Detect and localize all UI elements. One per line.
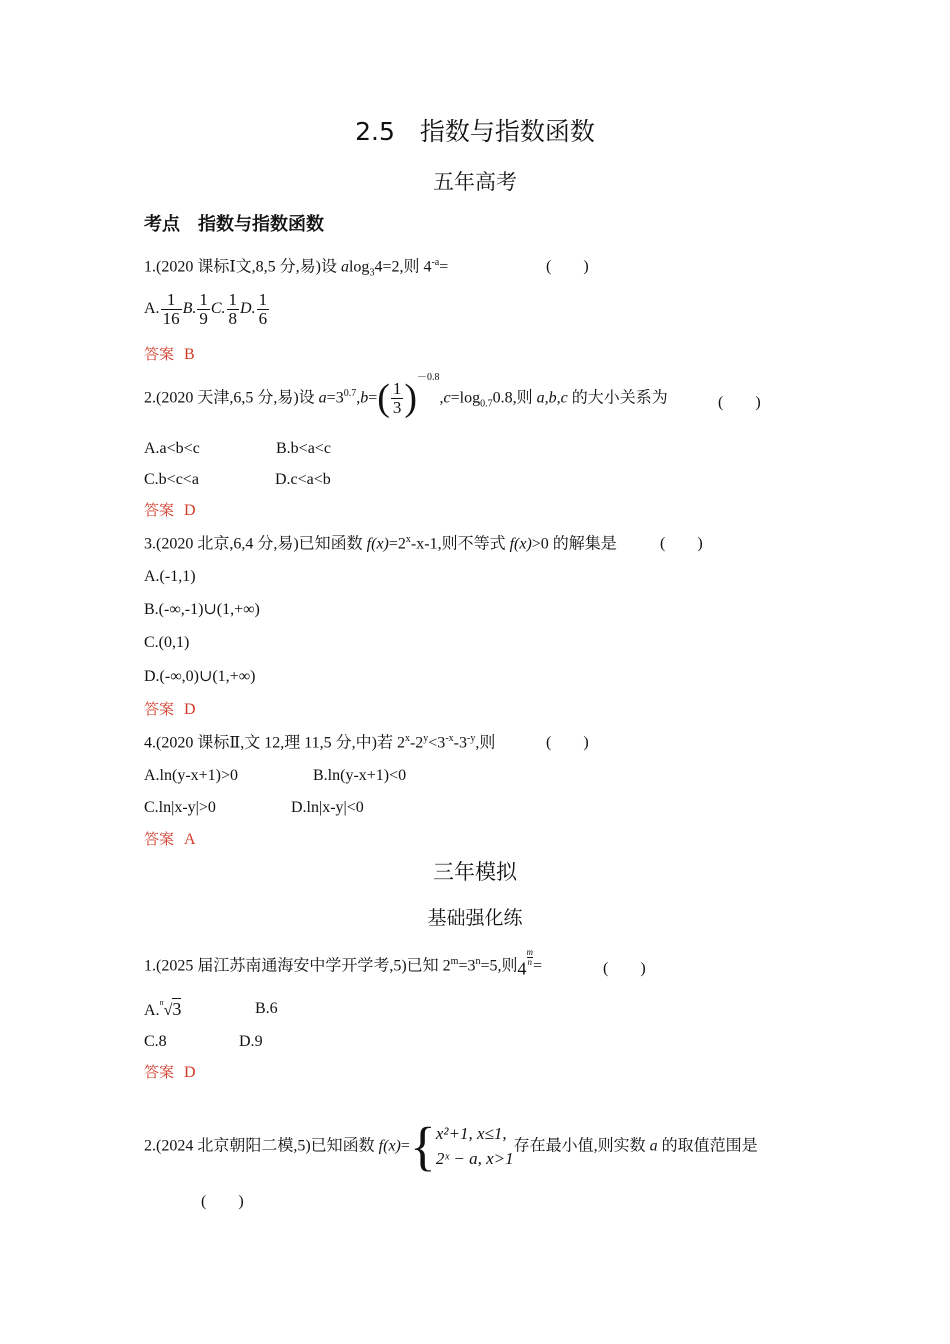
piecewise-definition: x²+1, x≤1, 2ˣ − a, x>1	[435, 1124, 514, 1168]
practice-question-1-stem: 1.(2025 届江苏南通海安中学开学考,5)已知 $2^m=3^n=5$,则4 $\frac{m}{n}$ =	[144, 947, 543, 979]
subsection-heading-basic: 基础强化练	[427, 907, 523, 929]
question-2-option-b: B.b<a<c	[276, 440, 331, 457]
question-4-answer-blank: ( )	[546, 734, 589, 751]
practice-question-1-answer: 答案 D	[144, 1063, 196, 1081]
question-3-answer: 答案 D	[144, 700, 196, 718]
topic-heading: 考点 指数与指数函数	[144, 214, 324, 235]
question-4-answer: 答案 A	[144, 830, 196, 848]
practice-question-1-option-a: A.$^n$√3	[144, 998, 182, 1019]
question-4-stem: 4.(2020 课标Ⅱ,文 12,理 11,5 分,中)若 $2^x-2^y<3^{-x}-3^{-y}$,则	[144, 733, 496, 752]
question-4-option-c: C.ln|x-y|>0	[144, 799, 216, 816]
question-2-stem: 2.(2020 天津,6,5 分,易)设 $a=3^{0.7},b=$( $\frac{1}{3}$ )$-0.8,c=\log_{0.7}0.8$,则 a,b,c 的大小关系为	[144, 372, 668, 419]
option-c: C. $\frac{1}{8}$	[210, 290, 238, 328]
question-1-answer: 答案 B	[144, 345, 195, 363]
page-title: 2.5 指数与指数函数	[355, 117, 595, 146]
question-4-option-b: B.ln(y-x+1)<0	[313, 767, 407, 784]
question-2-answer: 答案 D	[144, 501, 196, 519]
question-1-options	[144, 291, 270, 328]
question-3-option-a: A.(-1,1)	[144, 568, 196, 585]
question-2-answer-blank: ( )	[718, 394, 761, 411]
question-3-answer-blank: ( )	[660, 535, 703, 552]
question-3-option-b: B.(-∞,-1)∪(1,+∞)	[144, 601, 260, 618]
question-2-option-a: A.a<b<c	[144, 440, 200, 457]
practice-question-1-option-d: D.9	[239, 1033, 263, 1050]
practice-question-2-answer-blank: ( )	[201, 1193, 244, 1210]
question-3-option-d: D.(-∞,0)∪(1,+∞)	[144, 668, 256, 685]
question-2-option-d: D.c<a<b	[275, 471, 331, 488]
option-b: B. $\frac{1}{9}$	[182, 290, 208, 328]
question-4-option-d: D.ln|x-y|<0	[291, 799, 364, 816]
question-1-stem: 1.(2020 课标Ⅰ文,8,5 分,易)设 alog$_3$4=2,则 $4^{-a}=$	[144, 257, 449, 279]
option-a: A. $\frac{1}{16}$	[144, 290, 180, 328]
question-4-option-a: A.ln(y-x+1)>0	[144, 767, 239, 784]
question-1-answer-blank: ( )	[546, 258, 589, 275]
practice-question-1-option-b: B.6	[255, 1000, 278, 1017]
option-d: D. $\frac{1}{6}$	[240, 290, 268, 328]
practice-question-1-option-c: C.8	[144, 1033, 167, 1050]
question-2-option-c: C.b<c<a	[144, 471, 199, 488]
question-3-option-c: C.(0,1)	[144, 634, 190, 651]
question-3-stem: 3.(2020 北京,6,4 分,易)已知函数 $f(x)=2^x-x-1$,则不等式 f(x)>0 的解集是	[144, 534, 617, 553]
practice-question-2-stem: 2.(2024 北京朝阳二模,5)已知函数 f(x)={ x²+1, x≤1, 2ˣ − a, x>1 存在最小值,则实数 a 的取值范围是	[144, 1116, 758, 1177]
practice-question-1-answer-blank: ( )	[603, 960, 646, 977]
section-heading-five-year: 五年高考	[433, 170, 517, 194]
section-heading-three-year: 三年模拟	[433, 860, 517, 884]
